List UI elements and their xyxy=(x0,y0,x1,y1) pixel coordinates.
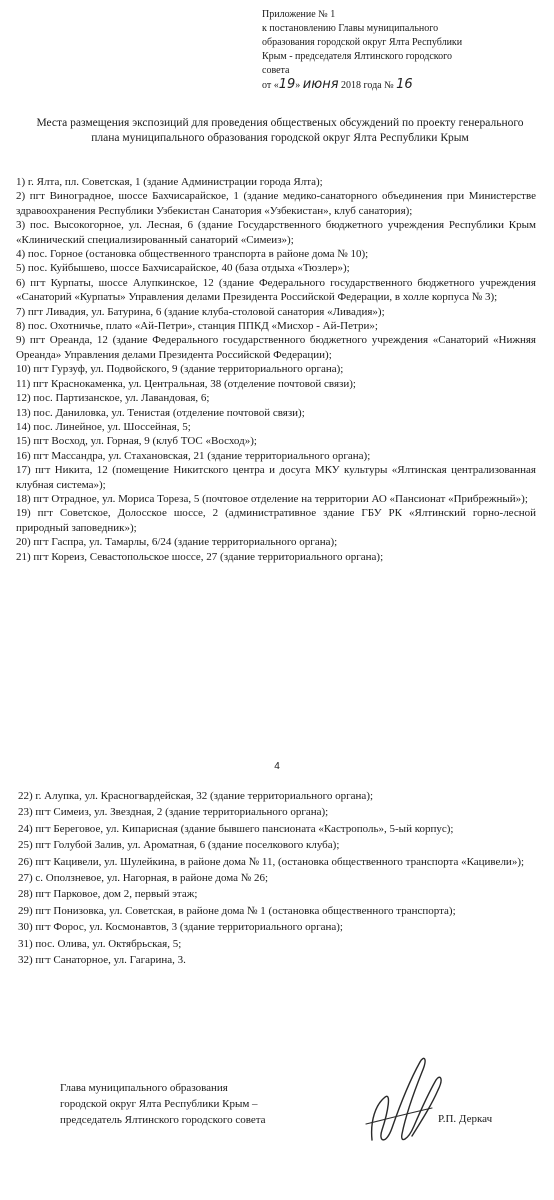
document-title: Места размещения экспозиций для проведения общественых обсуждений по проекту генерального плана муниципального образования городской округ Ялта Республики Крым xyxy=(36,117,524,144)
date-mid: » xyxy=(295,80,303,91)
handwritten-signature xyxy=(362,1050,454,1154)
signatory-name: Р.П. Деркач xyxy=(438,1113,493,1125)
date-month-handwritten: июня xyxy=(302,77,339,92)
appendix-line: образования городской округ Ялта Республики xyxy=(262,37,463,48)
location-item: 32) пгт Санаторное, ул. Гагарина, 3. xyxy=(18,954,186,967)
decree-date-line xyxy=(262,78,542,93)
locations-list-page2 xyxy=(18,788,536,968)
location-item: 7) пгт Ливадия, ул. Батурина, 6 (здание клуба-столовой санатория «Ливадия»); xyxy=(16,305,385,318)
location-item: 5) пос. Куйбышево, шоссе Бахчисарайское, 40 (база отдыха «Тюзлер»); xyxy=(16,262,350,275)
location-item: 13) пос. Даниловка, ул. Тенистая (отделение почтовой связи); xyxy=(16,406,305,419)
decree-number-handwritten: 16 xyxy=(396,77,413,92)
location-item: 27) с. Оползневое, ул. Нагорная, в районе дома № 26; xyxy=(18,872,269,885)
appendix-line: Крым - председателя Ялтинского городского xyxy=(262,51,452,62)
signatory-line: председатель Ялтинского городского совета xyxy=(60,1114,266,1126)
location-item: 21) пгт Кореиз, Севастопольское шоссе, 27 (здание территориального органа); xyxy=(16,550,384,563)
location-item: 29) пгт Понизовка, ул. Советская, в районе дома № 1 (остановка общественного транспорта); xyxy=(18,904,456,917)
location-item: 10) пгт Гурзуф, ул. Подвойского, 9 (здание территориального органа); xyxy=(16,363,344,376)
signatory-line: городской округ Ялта Республики Крым – xyxy=(60,1098,258,1110)
date-day-handwritten: 19 xyxy=(278,77,296,92)
location-item: 30) пгт Форос, ул. Космонавтов, 3 (здание территориального органа); xyxy=(18,921,343,934)
location-item: 16) пгт Массандра, ул. Стахановская, 21 (здание территориального органа); xyxy=(16,449,371,462)
appendix-line: Приложение № 1 xyxy=(262,9,336,20)
appendix-line: совета xyxy=(262,65,290,76)
date-suffix: 2018 года № xyxy=(338,80,397,91)
location-item: 14) пос. Линейное, ул. Шоссейная, 5; xyxy=(16,420,191,433)
signatory-line: Глава муниципального образования xyxy=(60,1082,228,1094)
location-item: 18) пгт Отрадное, ул. Мориса Тореза, 5 (почтовое отделение на территории АО «Пансионат «Прибрежный»); xyxy=(16,492,528,505)
location-item: 26) пгт Кацивели, ул. Шулейкина, в районе дома № 11, (остановка общественного транспорта «Кацивели»); xyxy=(18,855,525,868)
location-item: 19) пгт Советское, Долосское шоссе, 2 (административное здание ГБУ РК «Ялтинский горно-лесной природный заповедник»); xyxy=(16,507,536,534)
location-item: 20) пгт Гаспра, ул. Тамарлы, 6/24 (здание территориального органа); xyxy=(16,536,338,549)
location-item: 15) пгт Восход, ул. Горная, 9 (клуб ТОС «Восход»); xyxy=(16,435,257,448)
appendix-line: к постановлению Главы муниципального xyxy=(262,23,439,34)
location-item: 1) г. Ялта, пл. Советская, 1 (здание Администрации города Ялта); xyxy=(16,176,323,188)
location-item: 22) г. Алупка, ул. Красногвардейская, 32 (здание территориального органа); xyxy=(18,790,374,802)
location-item: 24) пгт Береговое, ул. Кипарисная (здание бывшего пансионата «Кастрополь», 5-ый корпус); xyxy=(18,822,454,835)
locations-list-page1 xyxy=(16,175,536,564)
location-item: 9) пгт Ореанда, 12 (здание Федерального государственного бюджетного учреждения «Санаторий «Нижняя Ореанда» Управления делами Президента Российской Федерации); xyxy=(16,334,536,361)
date-prefix: от « xyxy=(262,80,279,91)
location-item: 17) пгт Никита, 12 (помещение Никитского центра и досуга МКУ культуры «Ялтинская централизованная клубная система»); xyxy=(16,464,536,491)
location-item: 23) пгт Симеиз, ул. Звездная, 2 (здание территориального органа); xyxy=(18,806,329,819)
location-item: 28) пгт Парковое, дом 2, первый этаж; xyxy=(18,888,198,901)
location-item: 6) пгт Курпаты, шоссе Алупкинское, 12 (здание Федерального государственного бюджетного учреждения «Санаторий «Курпаты» Управления делами Президента Российской Федерации, в холле корпуса № 3); xyxy=(16,276,536,304)
page-number: 4 xyxy=(274,761,280,772)
location-item: 8) пос. Охотничье, плато «Ай-Петри», станция ППКД «Мисхор - Ай-Петри»; xyxy=(16,320,378,333)
signatory-title xyxy=(60,1080,350,1128)
location-item: 12) пос. Партизанское, ул. Лавандовая, 6; xyxy=(16,392,210,405)
appendix-header xyxy=(262,8,542,93)
location-item: 25) пгт Голубой Залив, ул. Ароматная, 6 (здание поселкового клуба); xyxy=(18,839,340,852)
location-item: 4) пос. Горное (остановка общественного транспорта в районе дома № 10); xyxy=(16,248,369,261)
location-item: 3) пос. Высокогорное, ул. Лесная, 6 (здание Государственного бюджетного учреждения Республики Крым «Клинический специализированный санаторий «Симеиз»); xyxy=(16,219,536,246)
location-item: 31) пос. Олива, ул. Октябрьская, 5; xyxy=(18,937,182,950)
location-item: 2) пгт Виноградное, шоссе Бахчисарайское, 1 (здание медико-санаторного объединения при Министерстве здравоохранения Республики Узбекистан Санатория «Узбекистан», клуб санатория); xyxy=(16,190,536,217)
location-item: 11) пгт Краснокаменка, ул. Центральная, 38 (отделение почтовой связи); xyxy=(16,377,356,390)
